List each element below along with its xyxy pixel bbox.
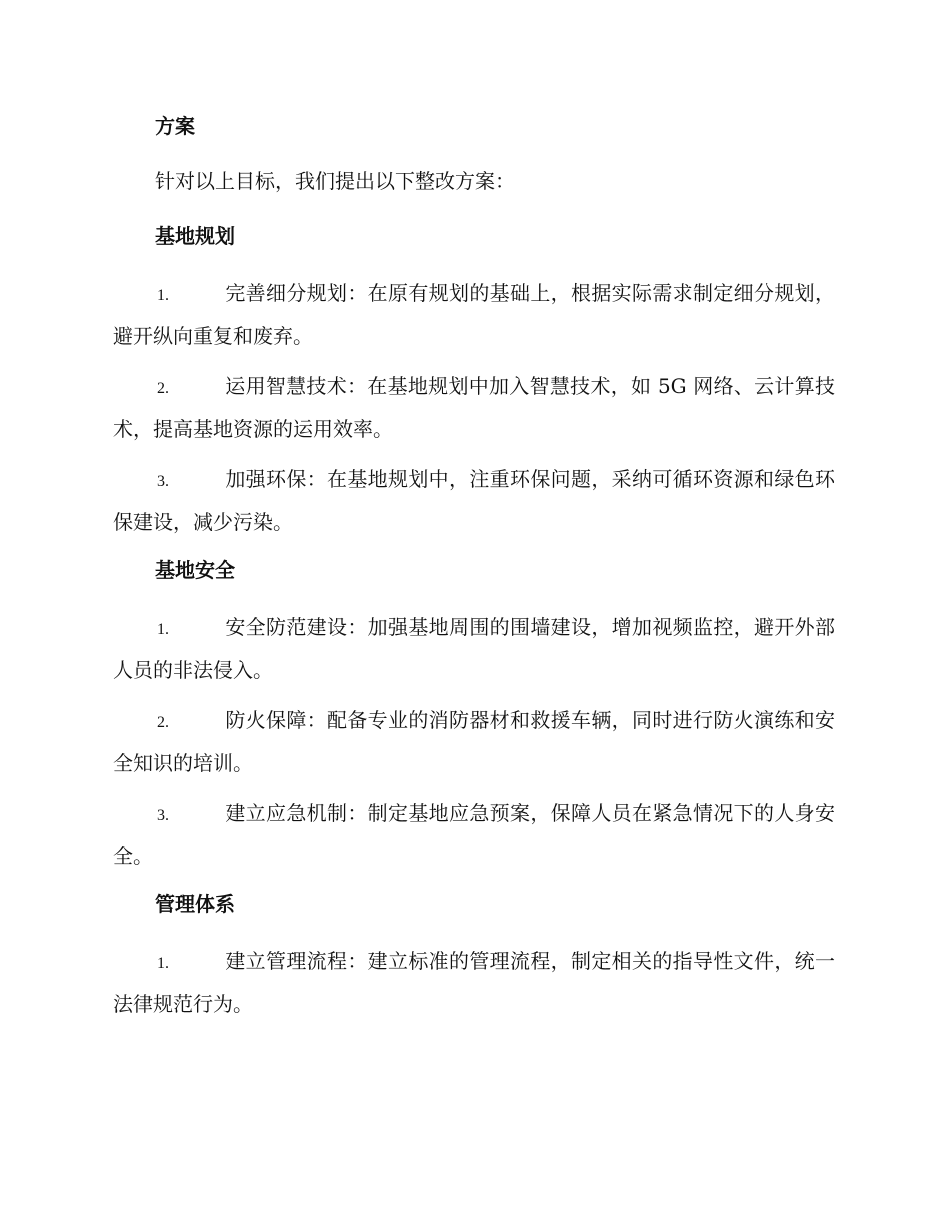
item-label: 建立应急机制： [225,801,368,825]
item-number: 3. [157,807,169,824]
section-intro: 针对以上目标，我们提出以下整改方案： [155,169,515,193]
item-body: 建立标准的管理流程，制定相关的指导性文件，统一法律规范行为。 [113,949,836,1016]
item-number: 1. [157,955,169,972]
item-number: 1. [157,621,169,638]
list-item [113,607,835,691]
item-number: 1. [157,287,169,304]
item-number: 2. [157,380,169,397]
item-label: 防火保障： [225,708,327,732]
document-content [113,108,835,1034]
item-body: 在原有规划的基础上，根据实际需求制定细分规划，避开纵向重复和废弃。 [113,281,836,348]
item-number: 3. [157,473,169,490]
item-label: 加强环保： [225,467,327,491]
section-title: 方案 [155,114,195,138]
item-label: 完善细分规划： [225,281,368,305]
item-body: 在基地规划中加入智慧技术，如 5G 网络、云计算技术，提高基地资源的运用效率。 [113,374,836,441]
item-body: 制定基地应急预案，保障人员在紧急情况下的人身安全。 [113,801,836,868]
item-label: 运用智慧技术： [225,374,368,398]
list-item [113,700,835,784]
item-body: 加强基地周围的围墙建设，增加视频监控，避开外部人员的非法侵入。 [113,615,836,682]
list-item [113,793,835,877]
list-item [113,459,835,543]
item-body: 在基地规划中，注重环保问题，采纳可循环资源和绿色环保建设，减少污染。 [113,467,835,534]
group-title-management: 管理体系 [155,892,235,916]
item-label: 建立管理流程： [225,949,368,973]
item-number: 2. [157,714,169,731]
group-title-planning: 基地规划 [155,224,235,248]
list-item [113,366,835,450]
item-body: 配备专业的消防器材和救援车辆，同时进行防火演练和安全知识的培训。 [113,708,835,775]
list-item [113,941,835,1025]
list-item [113,273,835,357]
group-title-safety: 基地安全 [155,558,235,582]
item-label: 安全防范建设： [225,615,368,639]
